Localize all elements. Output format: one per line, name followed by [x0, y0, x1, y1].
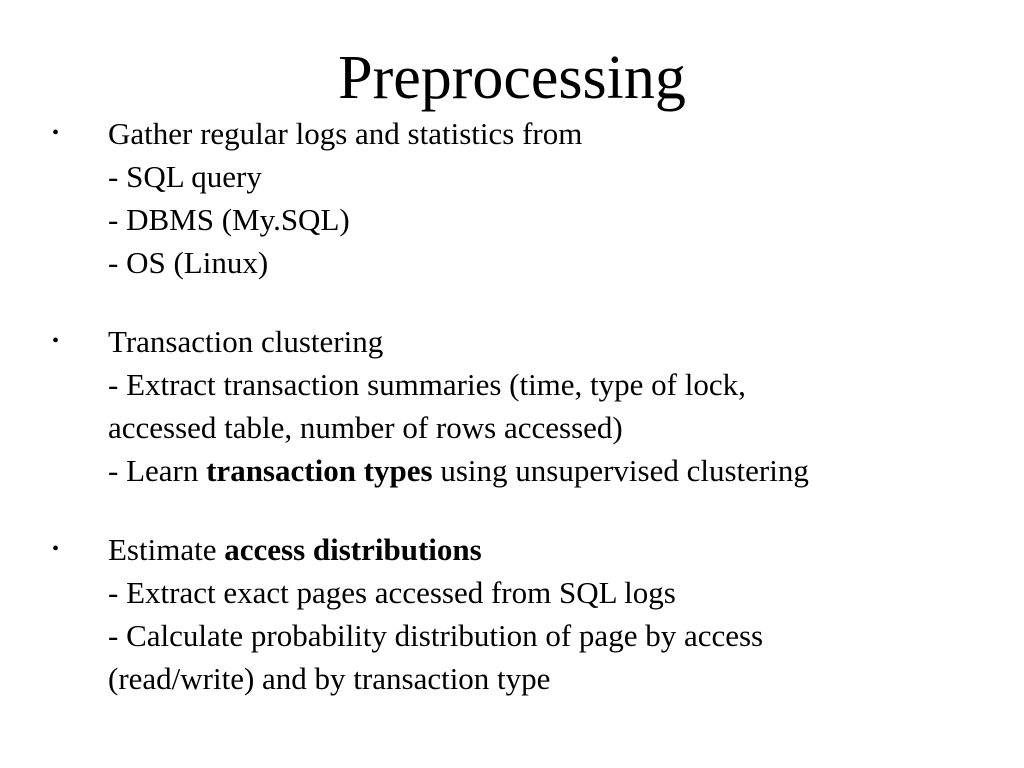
bullet-text: - OS (Linux) [108, 245, 269, 280]
bullet-text: - Extract exact pages accessed from SQL logs [108, 575, 676, 610]
bullet-item-access-distributions [0, 528, 1024, 700]
bullet-text: - Extract transaction summaries (time, type of lock, [108, 367, 746, 402]
bullet-text: accessed table, number of rows accessed) [108, 410, 623, 445]
bullet-text: - DBMS (My.SQL) [108, 202, 350, 237]
bullet-line [108, 528, 984, 571]
bullet-text-bold: transaction types [206, 453, 433, 488]
bullet-line [108, 112, 984, 155]
bullet-item-gather-logs [0, 112, 1024, 284]
bullet-list [0, 112, 1024, 700]
bullet-line [108, 406, 984, 449]
bullet-text: Gather regular logs and statistics from [108, 116, 583, 151]
bullet-text: Transaction clustering [108, 324, 384, 359]
bullet-text: - SQL query [108, 159, 262, 194]
bullet-line [108, 320, 984, 363]
bullet-text: - Calculate probability distribution of page by access [108, 618, 764, 653]
bullet-text-bold: access distributions [224, 532, 482, 567]
bullet-line [108, 198, 984, 241]
bullet-dot-icon: • [52, 538, 60, 560]
bullet-dot-icon: • [52, 122, 60, 144]
bullet-text: (read/write) and by transaction type [108, 661, 551, 696]
bullet-line [108, 571, 984, 614]
bullet-item-transaction-clustering [0, 320, 1024, 492]
bullet-line [108, 241, 984, 284]
slide-title: Preprocessing [338, 44, 686, 112]
bullet-line [108, 155, 984, 198]
bullet-line [108, 363, 984, 406]
bullet-text: Estimate [108, 532, 225, 567]
bullet-text: - Learn [108, 453, 207, 488]
bullet-dot-icon: • [52, 330, 60, 352]
bullet-line [108, 614, 984, 657]
bullet-text: using unsupervised clustering [432, 453, 809, 488]
bullet-line [108, 449, 984, 492]
bullet-line [108, 657, 984, 700]
